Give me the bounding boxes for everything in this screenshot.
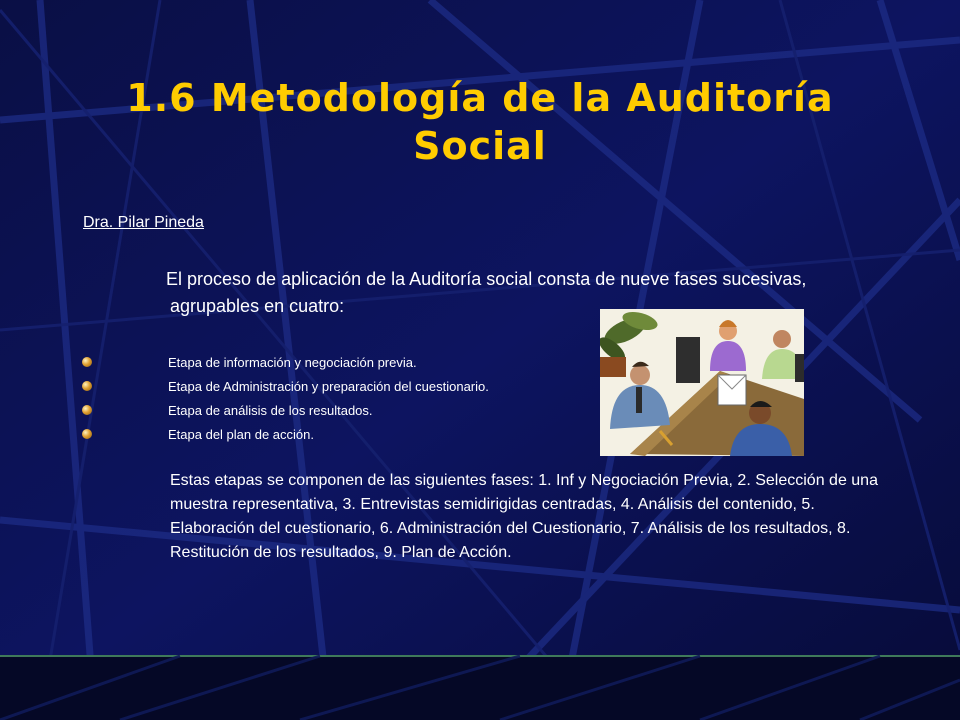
author-link[interactable]: Dra. Pilar Pineda: [83, 214, 204, 231]
gold-sphere-bullet-icon: [82, 381, 92, 391]
gold-sphere-bullet-icon: [82, 357, 92, 367]
stage-label: Etapa de análisis de los resultados.: [168, 403, 373, 418]
phases-paragraph: Estas etapas se componen de las siguientes fases: 1. Inf y Negociación Previa, 2. Selección de una muestra representativa, 3. Entrevistas semidirigidas centradas, 4. Análisis del contenido, 5. Elaboración del cuestionario, 6. Administración del Cuestionario, 7. Análisis de los resultados, 8. Restitución de los resultados, 9. Plan de Acción.: [170, 472, 878, 561]
intro-paragraph: El proceso de aplicación de la Auditoría social consta de nueve fases sucesivas, agrupables en cuatro:: [166, 269, 807, 316]
slide-title: 1.6 Metodología de la Auditoría Social: [126, 76, 834, 168]
meeting-illustration-icon: [600, 309, 804, 456]
stage-label: Etapa de Administración y preparación del cuestionario.: [168, 379, 489, 394]
meeting-clipart: [600, 309, 804, 456]
stage-label: Etapa del plan de acción.: [168, 427, 314, 442]
gold-sphere-bullet-icon: [82, 405, 92, 415]
gold-sphere-bullet-icon: [82, 429, 92, 439]
stage-label: Etapa de información y negociación previa.: [168, 355, 417, 370]
